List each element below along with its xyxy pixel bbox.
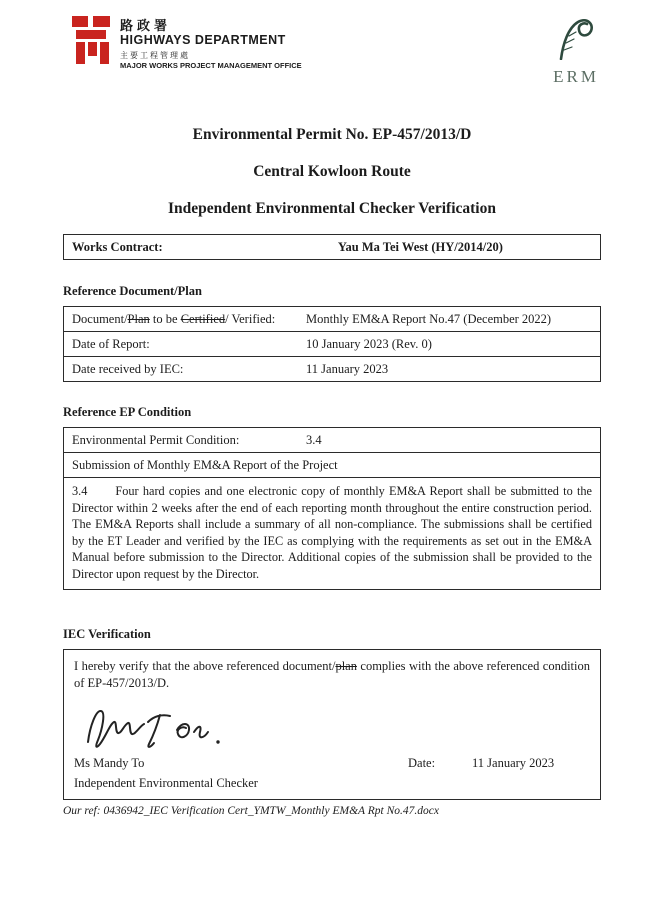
ep-clause-number: 3.4	[72, 484, 88, 498]
date-of-report-row	[64, 332, 600, 357]
label-part: to be	[149, 312, 181, 326]
label-part: Document/	[72, 312, 128, 326]
section-title-iec-verification: IEC Verification	[63, 627, 151, 641]
verification-statement	[74, 658, 590, 692]
highways-department-logo-icon	[71, 16, 111, 69]
hyd-chinese-name: 路政署	[120, 18, 172, 33]
ep-clause-text: Four hard copies and one electronic copy of monthly EM&A Report shall be submitted to the Director within 2 weeks after the end of each reporting month throughout the entire construction period. The EM&A Reports shall include a summary of all non-compliance. The submissions shall be certified by the ET Leader and verified by the IEC as complying with the requirements as set out in the EM&A Manual before submission to the Director. Additional copies of the submission shall be provided to the Director upon request by the Director.	[72, 484, 592, 581]
section-title-reference-document: Reference Document/Plan	[63, 284, 202, 298]
signer-row	[74, 756, 590, 771]
ep-clause-paragraph	[64, 478, 600, 589]
statement-part: I hereby verify that the above referenced document/	[74, 659, 336, 673]
works-contract-label: Works Contract:	[72, 240, 163, 254]
verification-title: Independent Environmental Checker Verification	[168, 200, 496, 217]
reference-document-table	[63, 306, 601, 382]
date-received-row	[64, 357, 600, 381]
signer-title: Independent Environmental Checker	[74, 776, 258, 790]
erm-logo-block	[553, 16, 599, 87]
permit-title: Environmental Permit No. EP-457/2013/D	[192, 126, 472, 143]
hyd-text-block	[120, 16, 302, 71]
erm-wordmark: ERM	[553, 67, 599, 86]
ep-condition-row	[64, 428, 600, 453]
ep-condition-label: Environmental Permit Condition:	[72, 433, 240, 447]
section-title-reference-ep: Reference EP Condition	[63, 405, 192, 419]
works-contract-row	[64, 235, 600, 259]
ep-condition-value: 3.4	[306, 433, 322, 447]
our-ref-footer: Our ref: 0436942_IEC Verification Cert_YMTW_Monthly EM&A Rpt No.47.docx	[63, 805, 439, 817]
reference-ep-table	[63, 427, 601, 590]
struck-text-plan: Plan	[127, 312, 150, 326]
ep-condition-subject: Submission of Monthly EM&A Report of the Project	[64, 453, 600, 478]
label-part: / Verified:	[225, 312, 276, 326]
struck-text-certified: Certified	[180, 312, 226, 326]
document-verified-label	[72, 311, 306, 327]
date-of-report-label: Date of Report:	[72, 337, 150, 351]
date-value: 11 January 2023	[472, 756, 555, 770]
document-verified-value: Monthly EM&A Report No.47 (December 2022)	[306, 312, 552, 326]
hyd-english-name: HIGHWAYS DEPARTMENT	[120, 33, 286, 47]
hyd-english-office: MAJOR WORKS PROJECT MANAGEMENT OFFICE	[120, 61, 302, 70]
document-verified-row	[64, 307, 600, 332]
header	[63, 16, 601, 100]
date-label: Date:	[408, 756, 436, 770]
statement-part: complies with the above referenced condition of EP-457/2013/D.	[74, 659, 591, 690]
works-contract-table	[63, 234, 601, 260]
signer-name: Ms Mandy To	[74, 756, 145, 770]
date-received-value: 11 January 2023	[306, 362, 389, 376]
signature	[82, 702, 590, 754]
project-title: Central Kowloon Route	[253, 163, 411, 180]
iec-verification-box	[63, 649, 601, 800]
hyd-chinese-office: 主要工程管理處	[120, 51, 190, 60]
highways-department-logo-block	[71, 16, 302, 71]
struck-text-plan: plan	[335, 659, 357, 673]
date-of-report-value: 10 January 2023 (Rev. 0)	[306, 337, 432, 351]
document-content	[63, 16, 601, 817]
date-received-label: Date received by IEC:	[72, 362, 184, 376]
erm-logo-icon	[556, 16, 596, 65]
works-contract-value: Yau Ma Tei West (HY/2014/20)	[337, 240, 503, 254]
